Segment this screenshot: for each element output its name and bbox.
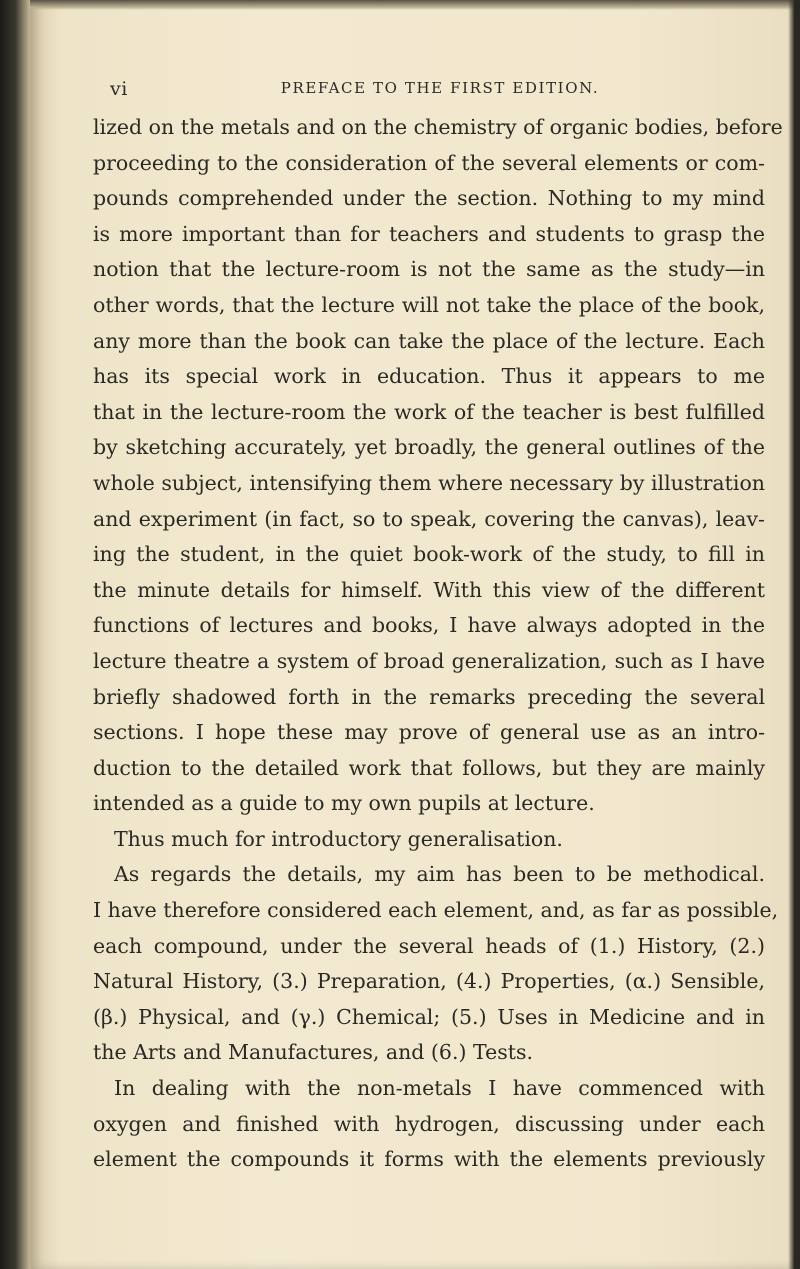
text-line: oxygen and finished with hydrogen, discussing under each bbox=[93, 1111, 765, 1136]
text-line: lized on the metals and on the chemistry of organic bodies, before bbox=[93, 115, 783, 139]
text-line: briefly shadowed forth in the remarks preceding the several bbox=[93, 684, 765, 709]
text-line: intended as a guide to my own pupils at lecture. bbox=[93, 791, 595, 816]
page-number: vi bbox=[110, 78, 128, 100]
text-line: the minute details for himself. With this view of the different bbox=[93, 577, 765, 602]
text-line: proceeding to the consideration of the several elements or com- bbox=[93, 150, 765, 175]
body-text bbox=[93, 110, 783, 1178]
text-line: Thus much for introductory generalisation. bbox=[114, 826, 563, 851]
page-right-edge bbox=[788, 0, 794, 1269]
text-line: duction to the detailed work that follows, but they are mainly bbox=[93, 755, 765, 780]
text-line: whole subject, intensifying them where necessary by illustration bbox=[93, 470, 765, 495]
text-line: ing the student, in the quiet book-work of the study, to fill in bbox=[93, 542, 765, 567]
text-line: is more important than for teachers and students to grasp the bbox=[93, 221, 765, 246]
text-line: by sketching accurately, yet broadly, the general outlines of the bbox=[93, 435, 765, 460]
text-line: that in the lecture-room the work of the teacher is best fulfilled bbox=[93, 399, 765, 424]
paragraph bbox=[93, 857, 779, 1071]
text-line: the Arts and Manufactures, and (6.) Tests. bbox=[93, 1040, 534, 1065]
text-line: and experiment (in fact, so to speak, covering the canvas), leav- bbox=[93, 506, 765, 531]
text-line: lecture theatre a system of broad generalization, such as I have bbox=[93, 648, 765, 673]
text-line: other words, that the lecture will not take the place of the book, bbox=[93, 292, 765, 317]
text-line: has its special work in education. Thus it appears to me bbox=[93, 364, 765, 389]
paragraph bbox=[93, 822, 765, 858]
text-line: notion that the lecture-room is not the same as the study—in bbox=[93, 257, 765, 282]
paragraph bbox=[93, 1071, 765, 1178]
text-line: any more than the book can take the place of the lecture. Each bbox=[93, 328, 765, 353]
text-line: Natural History, (3.) Preparation, (4.) Properties, (α.) Sensible, bbox=[93, 969, 765, 994]
text-line: (β.) Physical, and (γ.) Chemical; (5.) Uses in Medicine and in bbox=[93, 1004, 765, 1029]
text-line: element the compounds it forms with the elements previously bbox=[93, 1147, 765, 1172]
paragraph bbox=[93, 110, 783, 822]
text-line: each compound, under the several heads of (1.) History, (2.) bbox=[93, 933, 765, 958]
text-line: functions of lectures and books, I have always adopted in the bbox=[93, 613, 765, 638]
page-top-edge bbox=[30, 0, 794, 10]
running-head: PREFACE TO THE FIRST EDITION. bbox=[280, 79, 600, 97]
text-line: In dealing with the non-metals I have commenced with bbox=[114, 1076, 765, 1101]
text-line: As regards the details, my aim has been to be methodical. bbox=[114, 862, 765, 887]
page-header bbox=[110, 78, 770, 102]
text-line: I have therefore considered each element, and, as far as possible, bbox=[93, 898, 779, 923]
text-line: pounds comprehended under the section. Nothing to my mind bbox=[93, 186, 765, 211]
text-line: sections. I hope these may prove of general use as an intro- bbox=[93, 720, 765, 745]
